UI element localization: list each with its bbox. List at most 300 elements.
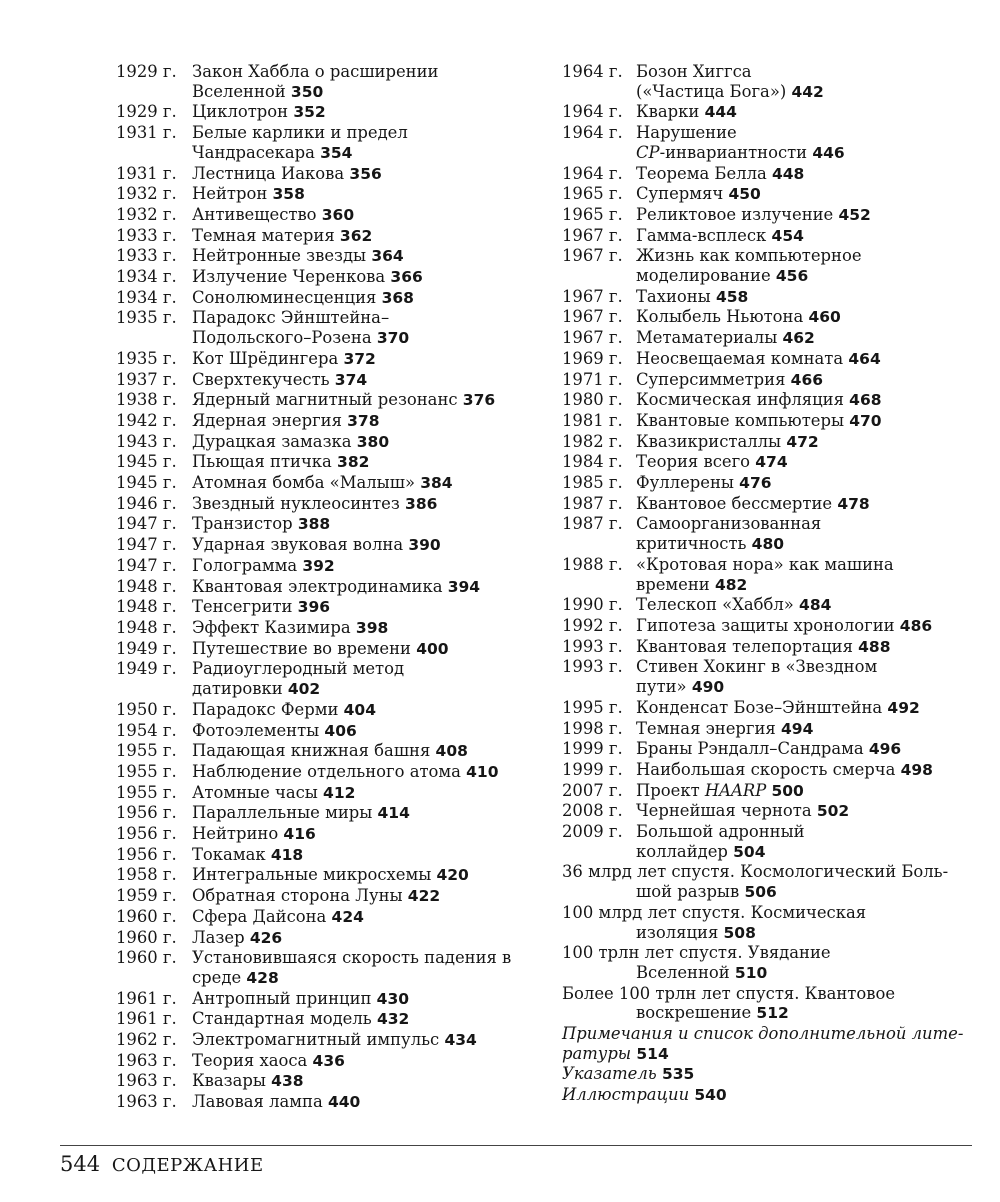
entry-title (192, 618, 536, 639)
entry-title-line: Квазикристаллы (636, 431, 782, 451)
entry-title (636, 781, 982, 802)
entry-year: 1993 г. (562, 657, 623, 677)
toc-entry (562, 637, 982, 658)
entry-title-line: Обратная сторона Луны (192, 886, 403, 906)
toc-entry (562, 555, 982, 595)
toc-entry (562, 473, 982, 494)
entry-year: 1999 г. (562, 739, 623, 759)
entry-year: 1929 г. (116, 102, 177, 122)
entry-title-line: Электромагнитный импульс (192, 1030, 440, 1050)
entry-title-line: «Кротовая нора» как машина (636, 554, 894, 574)
entry-year: 1967 г. (562, 225, 623, 245)
entry-title-line: Вселенной (192, 81, 286, 101)
toc-entry (562, 760, 982, 781)
entry-year: 1980 г. (562, 390, 623, 410)
entry-title (192, 1051, 536, 1072)
page-number: 535 (661, 1065, 695, 1084)
entry-title-continuation (562, 963, 982, 984)
entry-title (636, 719, 982, 740)
toc-entry (116, 1051, 536, 1072)
toc-entry (562, 432, 982, 453)
entry-title-line: («Частица Бога») (636, 81, 787, 101)
entry-title (192, 659, 536, 699)
entry-year: 1933 г. (116, 246, 177, 266)
toc-entry (116, 205, 536, 226)
entry-title-line: Большой адронный (636, 822, 805, 842)
entry-title (636, 637, 982, 658)
entry-title (192, 62, 536, 102)
page-number: 432 (376, 1010, 410, 1029)
entry-title-line: Теорема Белла (636, 163, 767, 183)
entry-title (192, 783, 536, 804)
page-number: 508 (723, 923, 756, 942)
toc-entry (562, 719, 982, 740)
page-number: 406 (324, 721, 357, 740)
page-number: 470 (849, 411, 882, 430)
entry-title (636, 822, 982, 862)
entry-title (192, 390, 536, 411)
entry-title (636, 287, 982, 308)
toc-entry (116, 514, 536, 535)
entry-title-line: Сонолюминесценция (192, 287, 377, 307)
page-number: 482 (714, 575, 748, 594)
page-number: 404 (343, 700, 376, 719)
entry-title (192, 597, 536, 618)
toc-entry (116, 700, 536, 721)
entry-title-line: Гамма-всплеск (636, 225, 767, 245)
entry-year: 1937 г. (116, 369, 177, 389)
entry-title (192, 1009, 536, 1030)
page-number: 368 (381, 288, 414, 307)
entry-title (192, 514, 536, 535)
page-number: 540 (694, 1086, 727, 1105)
toc-entry (562, 595, 982, 616)
page-number: 364 (371, 247, 404, 266)
page-number: 488 (858, 637, 891, 656)
toc-entry (116, 659, 536, 699)
entry-year: 1945 г. (116, 473, 177, 493)
entry-year: 1955 г. (116, 741, 177, 761)
entry-title-line: Космическая инфляция (636, 390, 844, 410)
page-number: 448 (771, 164, 805, 183)
entry-title-line: Самоорганизованная (636, 514, 822, 534)
entry-title-line: Браны Рэндалл–Сандрама (636, 739, 864, 759)
entry-title-line: Лестница Иакова (192, 163, 345, 183)
entry-year: 1964 г. (562, 123, 623, 143)
entry-title (192, 762, 536, 783)
entry-year: 1934 г. (116, 287, 177, 307)
entry-year: 1962 г. (116, 1030, 177, 1050)
toc-entry (116, 845, 536, 866)
footer-rule (60, 1145, 972, 1146)
entry-title-line: Лавовая лампа (192, 1092, 323, 1112)
entry-title (636, 307, 982, 328)
page-number: 408 (435, 742, 468, 761)
toc-entry (562, 164, 982, 185)
page-number: 360 (321, 205, 355, 224)
toc-entry (116, 1030, 536, 1051)
entry-title-line: датировки (192, 679, 283, 699)
page-number: 420 (436, 866, 469, 885)
entry-title-line: Закон Хаббла о расширении (192, 62, 439, 81)
entry-year: 1931 г. (116, 163, 177, 183)
toc-entry (562, 62, 982, 102)
entry-title-line: Падающая книжная башня (192, 741, 431, 761)
entry-title-line: Ядерный магнитный резонанс (192, 390, 458, 410)
toc-entry (116, 989, 536, 1010)
entry-year: 1963 г. (116, 1092, 177, 1112)
toc-entry (116, 535, 536, 556)
page-number: 434 (444, 1031, 477, 1050)
entry-year: 1961 г. (116, 988, 177, 1008)
toc-entry (116, 164, 536, 185)
entry-title-line: Колыбель Ньютона (636, 307, 804, 327)
entry-year: 1964 г. (562, 102, 623, 122)
entry-title-line: Указатель (562, 1064, 657, 1084)
toc-entry (116, 762, 536, 783)
toc-entry (116, 226, 536, 247)
toc-entry (562, 739, 982, 760)
section-title: СОДЕРЖАНИЕ (111, 1155, 264, 1176)
toc-entry (116, 639, 536, 660)
toc-entry (562, 102, 982, 123)
page-number: 494 (781, 719, 814, 738)
entry-title (192, 452, 536, 473)
entry-title (192, 164, 536, 185)
entry-title-italic: CP (636, 142, 660, 162)
entry-title-line: Квантовая электродинамика (192, 576, 443, 596)
page-number: 474 (755, 453, 788, 472)
entry-year: 1993 г. (562, 636, 623, 656)
toc-entry (116, 824, 536, 845)
toc-entry (116, 741, 536, 762)
entry-title (192, 886, 536, 907)
entry-title (192, 411, 536, 432)
entry-year: 1963 г. (116, 1050, 177, 1070)
entry-year: 1947 г. (116, 535, 177, 555)
page-number: 386 (405, 494, 438, 513)
toc-entry (116, 865, 536, 886)
entry-year: 1959 г. (116, 886, 177, 906)
entry-year: 1950 г. (116, 699, 177, 719)
entry-title (192, 1030, 536, 1051)
page-number: 416 (283, 825, 316, 844)
page-number: 350 (290, 82, 324, 101)
toc-entry (116, 1071, 536, 1092)
page-number: 410 (466, 762, 499, 781)
entry-title-line: Циклотрон (192, 102, 289, 122)
entry-title-italic: HAARP (704, 780, 767, 800)
toc-entry (562, 903, 982, 943)
page-number: 352 (293, 103, 326, 122)
entry-year: 1929 г. (116, 62, 177, 81)
page-number: 514 (636, 1044, 669, 1063)
entry-title-line: Телескоп «Хаббл» (636, 595, 794, 615)
entry-title (192, 577, 536, 598)
entry-title-line: Звездный нуклеосинтез (192, 493, 400, 513)
entry-title-line: Антропный принцип (192, 988, 372, 1008)
entry-title (192, 246, 536, 267)
toc-entry (562, 226, 982, 247)
entry-title (192, 494, 536, 515)
toc-entry (562, 184, 982, 205)
entry-year: 1947 г. (116, 555, 177, 575)
toc-entry (116, 1092, 536, 1113)
entry-year: 1934 г. (116, 267, 177, 287)
entry-title-line: Метаматериалы (636, 328, 778, 348)
entry-year: 1965 г. (562, 184, 623, 204)
entry-title (636, 698, 982, 719)
page-number: 362 (339, 226, 373, 245)
entry-title-line: Подольского–Розена (192, 328, 372, 348)
entry-title-line: Бозон Хиггса (636, 62, 752, 81)
entry-title-line: 100 трлн лет спустя. Увядание (562, 943, 831, 963)
entry-title-line: Супермяч (636, 184, 724, 204)
toc-entry (116, 411, 536, 432)
entry-year: 1971 г. (562, 369, 623, 389)
toc-entry (562, 862, 982, 902)
page-number: 424 (331, 907, 364, 926)
entry-title-continuation (562, 923, 982, 944)
page-number: 418 (270, 845, 304, 864)
entry-year: 1967 г. (562, 328, 623, 348)
entry-year: 1958 г. (116, 865, 177, 885)
entry-title-line: Теория хаоса (192, 1050, 308, 1070)
toc-entry (116, 928, 536, 949)
entry-year: 1965 г. (562, 204, 623, 224)
entry-title (636, 555, 982, 595)
entry-title (192, 824, 536, 845)
entry-title-line: Гипотеза защиты хронологии (636, 615, 895, 635)
toc-entry (116, 123, 536, 163)
page-number: 442 (791, 82, 824, 101)
toc-entry (562, 328, 982, 349)
page-number: 462 (782, 329, 815, 348)
page-number: 412 (323, 783, 356, 802)
entry-title-line: Фотоэлементы (192, 720, 320, 740)
page-number: 402 (287, 680, 321, 699)
entry-year: 1992 г. (562, 615, 623, 635)
toc-entry (562, 616, 982, 637)
toc-entry (562, 943, 982, 983)
toc-entry (562, 984, 982, 1024)
entry-year: 1933 г. (116, 225, 177, 245)
toc-entry (116, 886, 536, 907)
page-number: 382 (337, 453, 370, 472)
entry-title-line: Парадокс Ферми (192, 699, 339, 719)
entry-year: 1960 г. (116, 906, 177, 926)
entry-title (192, 928, 536, 949)
page-number: 394 (447, 577, 481, 596)
entry-title-line: Наибольшая скорость смерча (636, 759, 896, 779)
toc-entry (562, 246, 982, 286)
entry-title (192, 349, 536, 370)
toc-entry (562, 123, 982, 163)
entry-title (636, 473, 982, 494)
entry-title-line: критичность (636, 534, 747, 554)
entry-title (636, 452, 982, 473)
entry-title-line: Интегральные микросхемы (192, 865, 432, 885)
back-matter-entry (562, 1024, 982, 1064)
page-number: 458 (715, 287, 749, 306)
entry-title-line: шой разрыв (636, 882, 740, 902)
entry-year: 1945 г. (116, 452, 177, 472)
toc-entry (562, 287, 982, 308)
toc-entry (116, 267, 536, 288)
toc-entry (116, 907, 536, 928)
page-number: 544 (60, 1152, 101, 1176)
entry-title (636, 102, 982, 123)
page-number: 484 (799, 596, 832, 615)
page-number: 378 (347, 411, 380, 430)
page-number: 374 (334, 370, 368, 389)
entry-title-line: Конденсат Бозе–Эйнштейна (636, 697, 883, 717)
entry-year: 1943 г. (116, 431, 177, 451)
entry-title (192, 288, 536, 309)
page-number: 384 (420, 474, 453, 493)
entry-year: 1961 г. (116, 1009, 177, 1029)
toc-entry (562, 349, 982, 370)
entry-year: 1967 г. (562, 246, 623, 266)
entry-title-line: Токамак (192, 844, 266, 864)
entry-year: 1931 г. (116, 123, 177, 143)
entry-title-line: Излучение Черенкова (192, 267, 386, 287)
page-number: 446 (812, 143, 845, 162)
entry-title (192, 741, 536, 762)
entry-title-continuation (562, 1003, 982, 1024)
page-number: 454 (771, 226, 804, 245)
entry-year: 1999 г. (562, 759, 623, 779)
entry-year: 1938 г. (116, 390, 177, 410)
toc-entry (116, 288, 536, 309)
entry-title (636, 205, 982, 226)
toc-entry (116, 577, 536, 598)
entry-year: 1956 г. (116, 824, 177, 844)
entry-title-line: Фуллерены (636, 473, 734, 493)
entry-year: 1942 г. (116, 410, 177, 430)
toc-entry (116, 452, 536, 473)
entry-title (636, 432, 982, 453)
entry-title-line: Теория всего (636, 452, 751, 472)
entry-title-line: Установившаяся скорость падения в (192, 948, 512, 968)
entry-title-line: Стандартная модель (192, 1009, 372, 1029)
page-number: 438 (271, 1072, 304, 1091)
page-number: 376 (462, 391, 496, 410)
page-number: 370 (376, 329, 410, 348)
entry-year: 1982 г. (562, 431, 623, 451)
entry-title-line: Ударная звуковая волна (192, 535, 404, 555)
entry-title-line: Эффект Казимира (192, 617, 351, 637)
toc-entry (116, 184, 536, 205)
entry-year: 1949 г. (116, 659, 177, 679)
entry-title-line: Голограмма (192, 555, 298, 575)
page-number: 480 (751, 535, 785, 554)
entry-title (192, 102, 536, 123)
entry-title (636, 657, 982, 697)
toc-entry (562, 494, 982, 515)
entry-year: 1985 г. (562, 473, 623, 493)
entry-year: 1946 г. (116, 493, 177, 513)
entry-title-line: Белые карлики и предел (192, 123, 408, 143)
entry-title-line: Дурацкая замазка (192, 431, 352, 451)
toc-entry (116, 62, 536, 102)
page-number: 500 (771, 781, 804, 800)
entry-title (192, 205, 536, 226)
entry-title (192, 370, 536, 391)
entry-title-line: Квантовые компьютеры (636, 410, 845, 430)
toc-entry (116, 246, 536, 267)
page-number: 468 (849, 391, 882, 410)
page-number: 430 (376, 989, 410, 1008)
entry-title-line: Парадокс Эйнштейна– (192, 308, 390, 328)
page-number: 460 (808, 308, 841, 327)
page-number: 444 (704, 103, 737, 122)
entry-title-line: Кот Шрёдингера (192, 348, 339, 368)
entry-title-line: Антивещество (192, 204, 317, 224)
toc-entry (562, 411, 982, 432)
page-number: 372 (343, 349, 376, 368)
toc-entry (116, 597, 536, 618)
entry-title-line: времени (636, 574, 710, 594)
entry-title-line: Нарушение (636, 123, 737, 143)
toc-entry (116, 349, 536, 370)
entry-title-line: Проект (636, 780, 700, 800)
toc-entry (116, 618, 536, 639)
entry-year: 1984 г. (562, 452, 623, 472)
toc-entry (562, 205, 982, 226)
entry-title-line: Иллюстрации (562, 1085, 690, 1105)
entry-title (636, 739, 982, 760)
toc-entry (562, 452, 982, 473)
entry-year: 1981 г. (562, 410, 623, 430)
entry-year: 1964 г. (562, 163, 623, 183)
page-number: 440 (327, 1093, 361, 1112)
page-number: 466 (790, 370, 824, 389)
entry-title (192, 123, 536, 163)
entry-title-line: Сфера Дайсона (192, 906, 327, 926)
toc-entry (116, 948, 536, 988)
entry-title-line: ратуры (562, 1043, 632, 1063)
toc-entry (562, 822, 982, 862)
entry-year: 1960 г. (116, 927, 177, 947)
entry-title (192, 267, 536, 288)
entry-title (192, 1071, 536, 1092)
entry-title-line: среде (192, 967, 242, 987)
toc-entry (562, 307, 982, 328)
entry-title (636, 390, 982, 411)
toc-entry (562, 390, 982, 411)
entry-title (192, 639, 536, 660)
toc-entry (116, 432, 536, 453)
entry-year: 1969 г. (562, 348, 623, 368)
entry-title (192, 473, 536, 494)
entry-title (192, 845, 536, 866)
toc-entry (116, 102, 536, 123)
page-number: 504 (733, 842, 766, 861)
entry-year: 1956 г. (116, 844, 177, 864)
page-number: 510 (734, 963, 768, 982)
entry-title-line: Суперсимметрия (636, 369, 786, 389)
entry-title-line: Путешествие во времени (192, 638, 411, 658)
back-matter-entry (562, 1064, 982, 1085)
entry-year: 1954 г. (116, 720, 177, 740)
entry-title-line: Более 100 трлн лет спустя. Квантовое (562, 983, 896, 1003)
entry-title-line: Тенсегрити (192, 597, 293, 617)
entry-title-line: Транзистор (192, 514, 293, 534)
page-number: 512 (756, 1004, 789, 1023)
entry-title-line: Чернейшая чернота (636, 801, 812, 821)
page-footer (60, 1152, 264, 1176)
